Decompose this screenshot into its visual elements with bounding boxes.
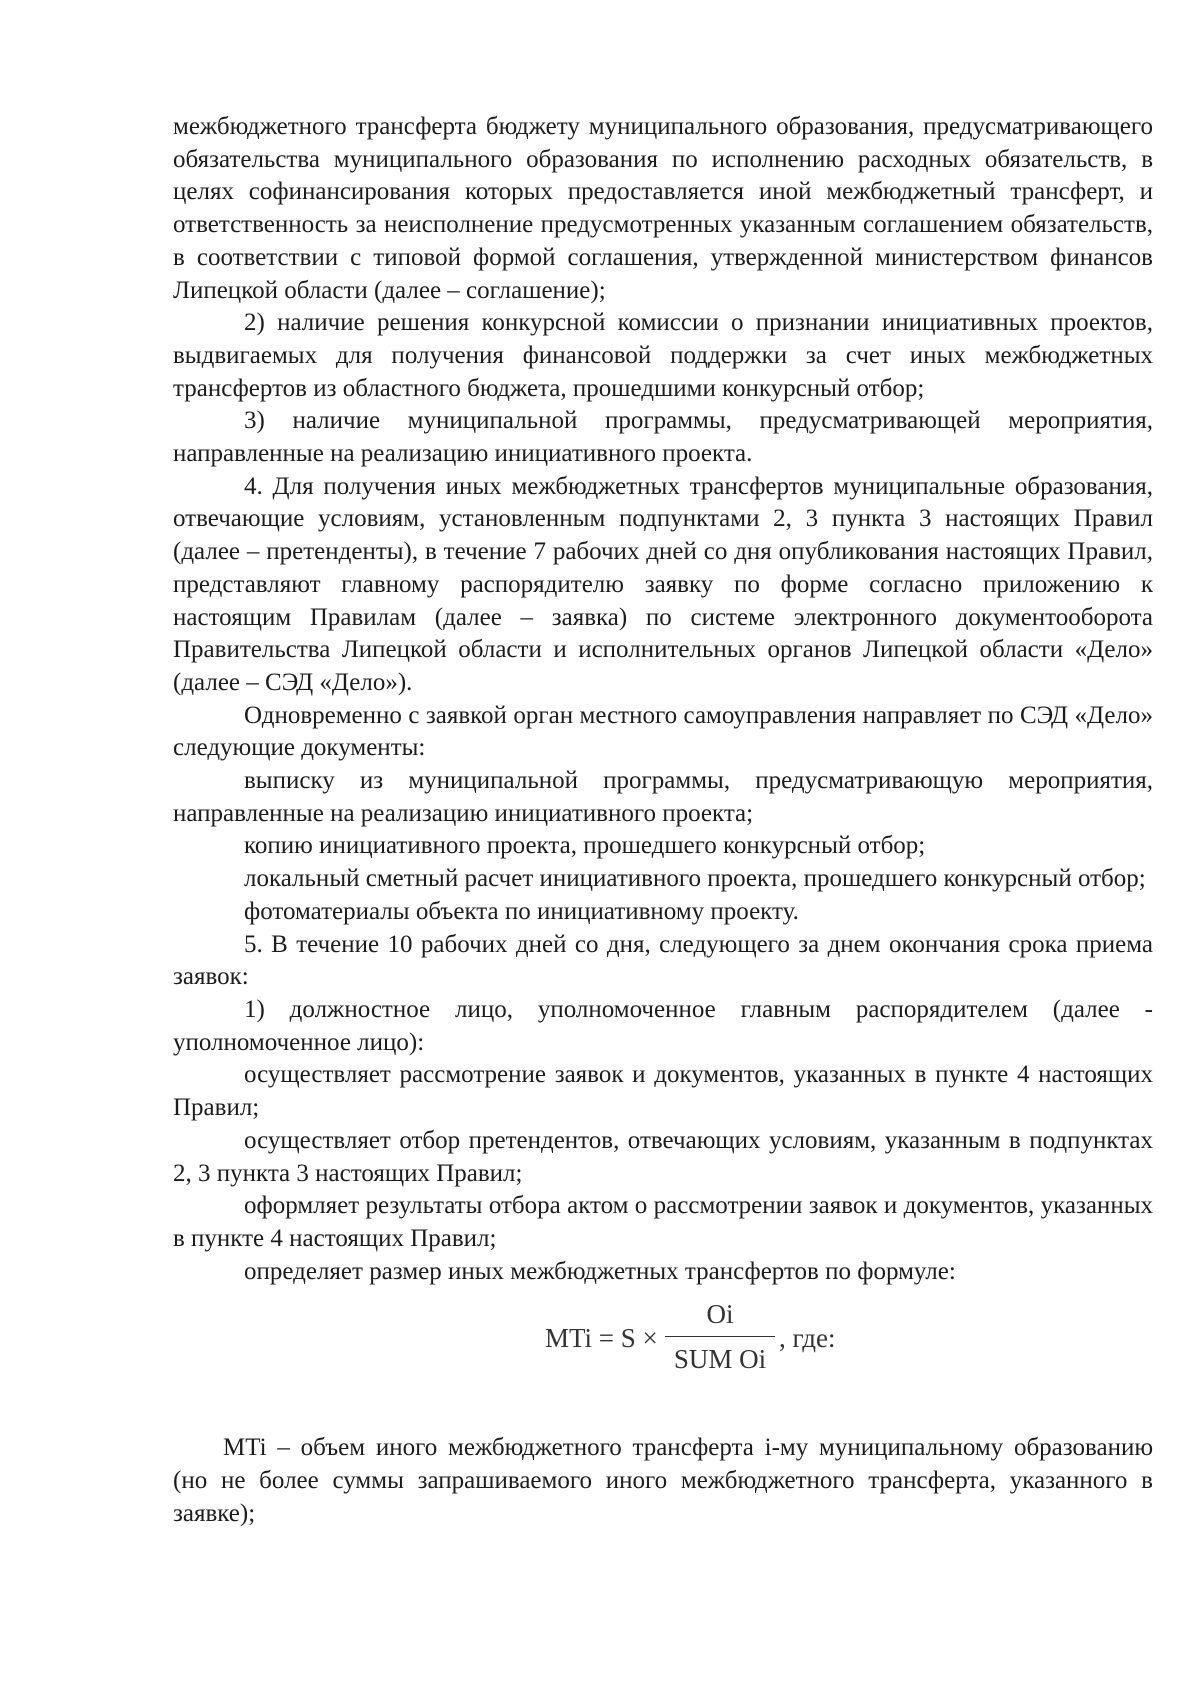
paragraph-selection: осуществляет отбор претендентов, отвечающих условиям, указанным в подпунктах 2, 3 пункта 3 настоящих Правил; bbox=[173, 1126, 1153, 1187]
paragraph-act: оформляет результаты отбора актом о рассмотрении заявок и документов, указанных в пункте 4 настоящих Правил; bbox=[173, 1192, 1153, 1252]
transfer-formula bbox=[173, 1294, 1153, 1390]
formula-fraction-bar bbox=[665, 1336, 775, 1337]
paragraph-item-5: 5. В течение 10 рабочих дней со дня, следующего за днем окончания срока приема заявок: bbox=[173, 930, 1153, 991]
paragraph-doc-copy: копию инициативного проекта, прошедшего конкурсный отбор; bbox=[244, 832, 926, 860]
paragraph-condition-3: 3) наличие муниципальной программы, предусматривающей мероприятия, направленные на реализацию инициативного проекта. bbox=[173, 407, 1153, 468]
formula-fraction bbox=[665, 1294, 775, 1379]
paragraph-doc-photos: фотоматериалы объекта по инициативному проекту. bbox=[244, 897, 799, 925]
paragraph-item-4: 4. Для получения иных межбюджетных трансфертов муниципальные образования, отвечающие условиям, установленным подпунктами 2, 3 пункта 3 настоящих Правил (далее – претенденты), в течение 7 рабочих дней со дня опубликования настоящих Правил, представляют главному распорядителю заявку по форме согласно приложению к настоящим Правилам (далее – заявка) по системе электронного документооборота Правительства Липецкой области и исполнительных органов Липецкой области «Дело» (далее – СЭД «Дело»). bbox=[173, 472, 1153, 696]
paragraph-agreement-continuation: межбюджетного трансферта бюджету муниципального образования, предусматривающего обязательства муниципального образования по исполнению расходных обязательств, в целях софинансирования которых предоставляется иной межбюджетный трансферт, и ответственность за неисполнение предусмотренных указанным соглашением обязательств, в соответствии с типовой формой соглашения, утвержденной министерством финансов Липецкой области (далее – соглашение); bbox=[173, 113, 1153, 304]
formula-numerator: Oi bbox=[706, 1299, 734, 1330]
paragraph-formula-intro: определяет размер иных межбюджетных трансфертов по формуле: bbox=[244, 1257, 956, 1285]
paragraph-simultaneous-docs: Одновременно с заявкой орган местного самоуправления направляет по СЭД «Дело» следующие документы: bbox=[173, 701, 1153, 762]
document-page bbox=[173, 111, 1153, 1530]
formula-lhs: MTi = S × bbox=[545, 1323, 658, 1354]
formula-tail: , где: bbox=[779, 1323, 836, 1354]
formula-denominator: SUM Oi bbox=[673, 1344, 767, 1375]
paragraph-review: осуществляет рассмотрение заявок и документов, указанных в пункте 4 настоящих Правил; bbox=[173, 1061, 1153, 1122]
paragraph-mti-definition: MTi – объем иного межбюджетного трансферта i-му муниципальному образованию (но не более суммы запрашиваемого иного межбюджетного трансферта, указанного в заявке); bbox=[173, 1434, 1153, 1527]
paragraph-doc-extract: выписку из муниципальной программы, предусматривающую мероприятия, направленные на реализацию инициативного проекта; bbox=[173, 767, 1153, 827]
paragraph-official: 1) должностное лицо, уполномоченное главным распорядителем (далее - уполномоченное лицо): bbox=[173, 995, 1153, 1056]
paragraph-doc-estimate: локальный сметный расчет инициативного проекта, прошедшего конкурсный отбор; bbox=[244, 865, 1146, 893]
paragraph-condition-2: 2) наличие решения конкурсной комиссии о признании инициативных проектов, выдвигаемых для получения финансовой поддержки за счет иных межбюджетных трансфертов из областного бюджета, прошедшими конкурсный отбор; bbox=[173, 309, 1153, 402]
